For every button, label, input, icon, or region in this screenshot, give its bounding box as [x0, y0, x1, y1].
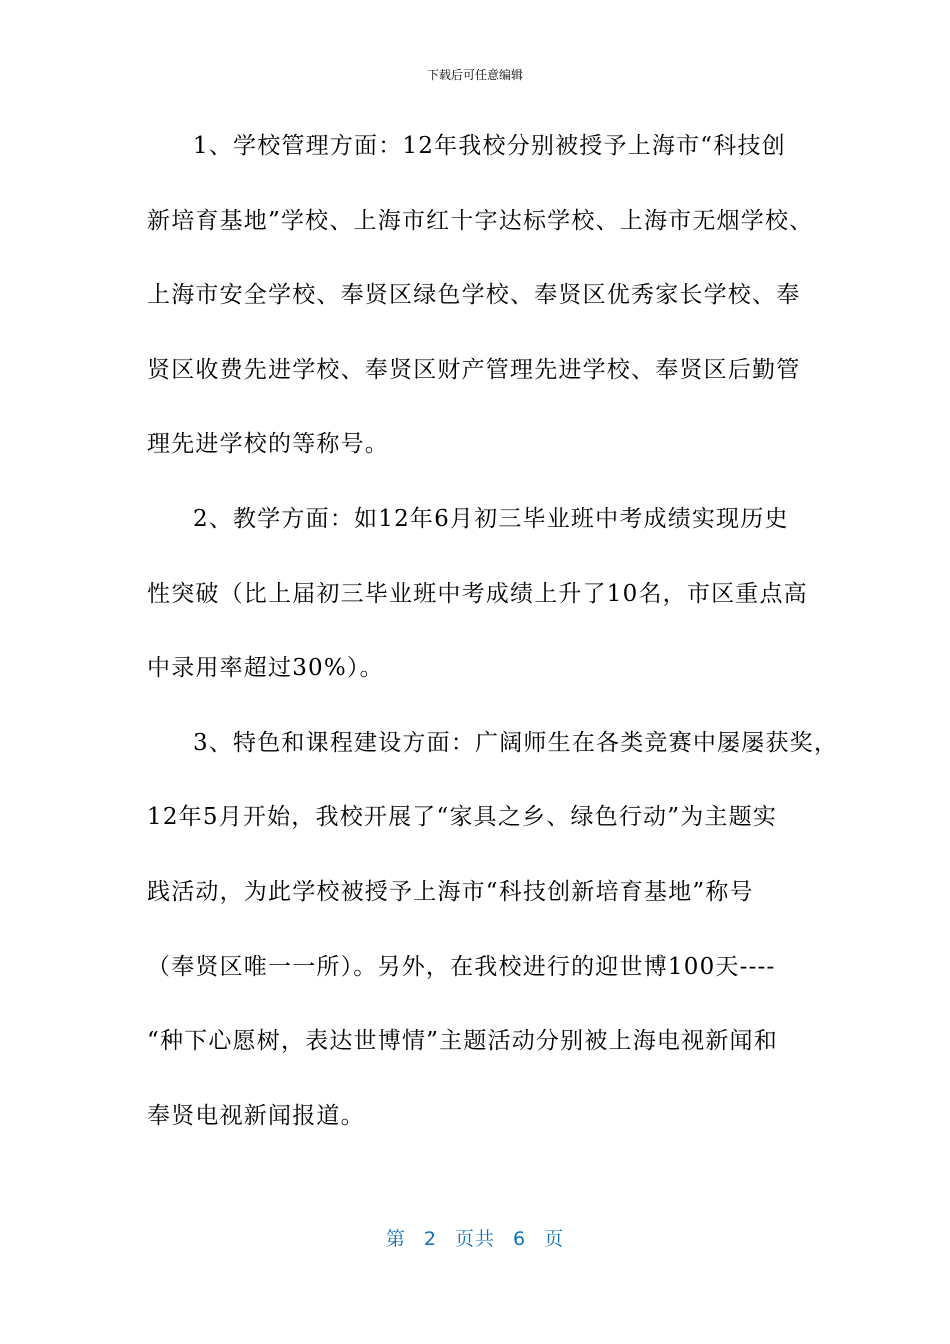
paragraph-1-line-3: 上海市安全学校、奉贤区绿色学校、奉贤区优秀家长学校、奉 — [147, 282, 801, 309]
paragraph-1-line-5: 理先进学校的等称号。 — [147, 431, 389, 458]
paragraph-2-line-3: 中录用率超过30%）。 — [147, 655, 384, 682]
paragraph-1-line-4: 贤区收费先进学校、奉贤区财产管理先进学校、奉贤区后勤管 — [147, 356, 801, 383]
paragraph-3-line-1: 3、特色和课程建设方面：广阔师生在各类竞赛中屡屡获奖， — [193, 729, 839, 756]
document-body — [147, 122, 839, 1166]
total-page-number: 6 — [513, 1228, 527, 1250]
paragraph-3-line-4: （奉贤区唯一一所）。另外，在我校进行的迎世博100天---- — [147, 953, 776, 980]
footer-suffix: 页 — [544, 1228, 565, 1250]
paragraph-1-line-2: 新培育基地”学校、上海市红十字达标学校、上海市无烟学校、 — [147, 207, 814, 234]
footer-prefix: 第 — [385, 1228, 406, 1250]
paragraph-1-line-1: 1、学校管理方面：12年我校分别被授予上海市“科技创 — [193, 133, 786, 159]
page-number-footer — [0, 1224, 950, 1251]
paragraph-2-line-1: 2、教学方面：如12年6月初三毕业班中考成绩实现历史 — [193, 505, 789, 532]
paragraph-3-line-3: 践活动，为此学校被授予上海市“科技创新培育基地”称号 — [147, 878, 754, 905]
current-page-number: 2 — [423, 1228, 437, 1250]
paragraph-2-line-2: 性突破（比上届初三毕业班中考成绩上升了10名，市区重点高 — [147, 580, 808, 607]
paragraph-3-line-5: “种下心愿树，表达世博情”主题活动分别被上海电视新闻和 — [147, 1028, 778, 1055]
paragraph-3-line-6: 奉贤电视新闻报道。 — [147, 1102, 365, 1129]
header-note: 下载后可任意编辑 — [426, 68, 523, 82]
paragraph-3-line-2: 12年5月开始，我校开展了“家具之乡、绿色行动”为主题实 — [147, 804, 778, 831]
footer-middle: 页共 — [454, 1228, 495, 1250]
